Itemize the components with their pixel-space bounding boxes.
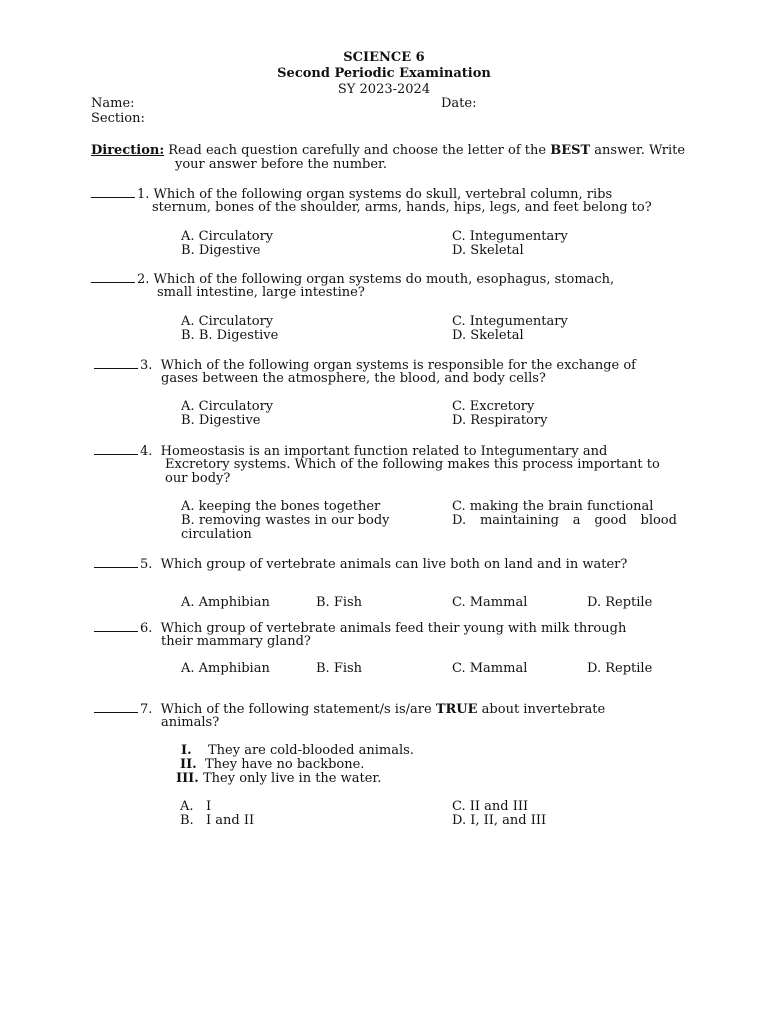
direction-line-1 (91, 144, 685, 158)
option-a: A. Circulatory (181, 229, 274, 244)
option-c: C. II and III (452, 799, 529, 814)
option-c: C. Mammal (452, 661, 528, 676)
option-a: A. Amphibian (181, 595, 270, 610)
question-7-line-2: animals? (161, 715, 220, 730)
option-b: B. removing wastes in our body (181, 513, 390, 528)
option-d: D. Skeletal (452, 243, 524, 258)
direction-emphasis: BEST (550, 143, 591, 158)
direction-label: Direction: (91, 143, 165, 158)
question-number: 4. (140, 444, 153, 459)
option-d-letter: D. (452, 513, 467, 528)
answer-blank-4[interactable] (94, 444, 138, 455)
question-number: 2. (137, 272, 150, 287)
statement-text: They only live in the water. (203, 771, 382, 786)
statement-numeral: II. (180, 757, 197, 772)
question-text: Which group of vertebrate animals can live both on land and in water? (160, 557, 628, 572)
question-4-line-2: Excretory systems. Which of the following makes this process important to (165, 457, 660, 472)
exam-subject-title: SCIENCE 6 (343, 50, 425, 65)
question-1-line-2: sternum, bones of the shoulder, arms, hands, hips, legs, and feet belong to? (152, 200, 652, 215)
option-c: C. Integumentary (452, 314, 568, 329)
school-year: SY 2023-2024 (337, 82, 431, 97)
question-3-line-2: gases between the atmosphere, the blood, and body cells? (161, 371, 546, 386)
option-d-word: maintaining (479, 513, 559, 528)
section-label: Section: (91, 111, 145, 126)
answer-blank-7[interactable] (94, 702, 138, 713)
question-text: Which of the following statement/s is/are (160, 702, 436, 717)
question-2-line-2: small intestine, large intestine? (157, 285, 365, 300)
answer-blank-6[interactable] (94, 621, 138, 632)
option-c: C. Integumentary (452, 229, 568, 244)
question-5 (94, 557, 627, 572)
option-b: B. Fish (316, 661, 363, 676)
option-b-text: I and II (206, 813, 255, 828)
option-d: D. Reptile (587, 661, 653, 676)
answer-blank-5[interactable] (94, 557, 138, 568)
question-number: 6. (140, 621, 153, 636)
question-number: 1. (137, 187, 150, 202)
question-text: Which of the following organ systems do mouth, esophagus, stomach, (153, 272, 615, 287)
option-d-word: good (594, 513, 627, 528)
option-a-text: I (206, 799, 212, 814)
option-b: B. B. Digestive (181, 328, 279, 343)
answer-blank-3[interactable] (94, 358, 138, 369)
option-c: C. making the brain functional (452, 499, 654, 514)
option-d (452, 514, 677, 528)
exam-title: Second Periodic Examination (277, 66, 491, 81)
option-a-letter: A. (180, 799, 194, 814)
question-text: Which of the following organ systems is responsible for the exchange of (160, 358, 636, 373)
question-6-line-2: their mammary gland? (161, 634, 311, 649)
option-d-continuation: circulation (181, 527, 252, 542)
statement-text: They are cold-blooded animals. (208, 743, 414, 758)
option-b: B. Fish (316, 595, 363, 610)
statement-text: They have no backbone. (205, 757, 365, 772)
option-d-word: blood (640, 513, 677, 528)
date-label: Date: (441, 96, 477, 111)
option-b-letter: B. (180, 813, 194, 828)
option-d: D. Skeletal (452, 328, 524, 343)
option-a: A. keeping the bones together (181, 499, 381, 514)
answer-blank-2[interactable] (91, 272, 135, 283)
direction-text-end: answer. Write (590, 143, 686, 158)
option-d: D. I, II, and III (452, 813, 547, 828)
option-d: D. Respiratory (452, 413, 548, 428)
option-d-word: a (572, 513, 581, 528)
option-b: B. Digestive (181, 243, 261, 258)
question-number: 3. (140, 358, 153, 373)
question-text: Which group of vertebrate animals feed their young with milk through (160, 621, 627, 636)
option-a: A. Amphibian (181, 661, 270, 676)
question-number: 7. (140, 702, 153, 717)
option-c: C. Excretory (452, 399, 535, 414)
statement-numeral: III. (176, 771, 199, 786)
option-c: C. Mammal (452, 595, 528, 610)
statement-numeral: I. (181, 743, 192, 758)
question-text: Homeostasis is an important function related to Integumentary and (160, 444, 608, 459)
direction-line-2: your answer before the number. (175, 157, 387, 172)
option-b: B. Digestive (181, 413, 261, 428)
direction-text: Read each question carefully and choose the letter of the (164, 143, 551, 158)
name-label: Name: (91, 96, 135, 111)
option-d: D. Reptile (587, 595, 653, 610)
answer-blank-1[interactable] (91, 187, 135, 198)
question-4-line-3: our body? (165, 471, 231, 486)
question-emphasis: TRUE (435, 702, 478, 717)
question-text-end: about invertebrate (477, 702, 606, 717)
option-a: A. Circulatory (181, 399, 274, 414)
question-number: 5. (140, 557, 153, 572)
option-a: A. Circulatory (181, 314, 274, 329)
question-text: Which of the following organ systems do skull, vertebral column, ribs (153, 187, 613, 202)
